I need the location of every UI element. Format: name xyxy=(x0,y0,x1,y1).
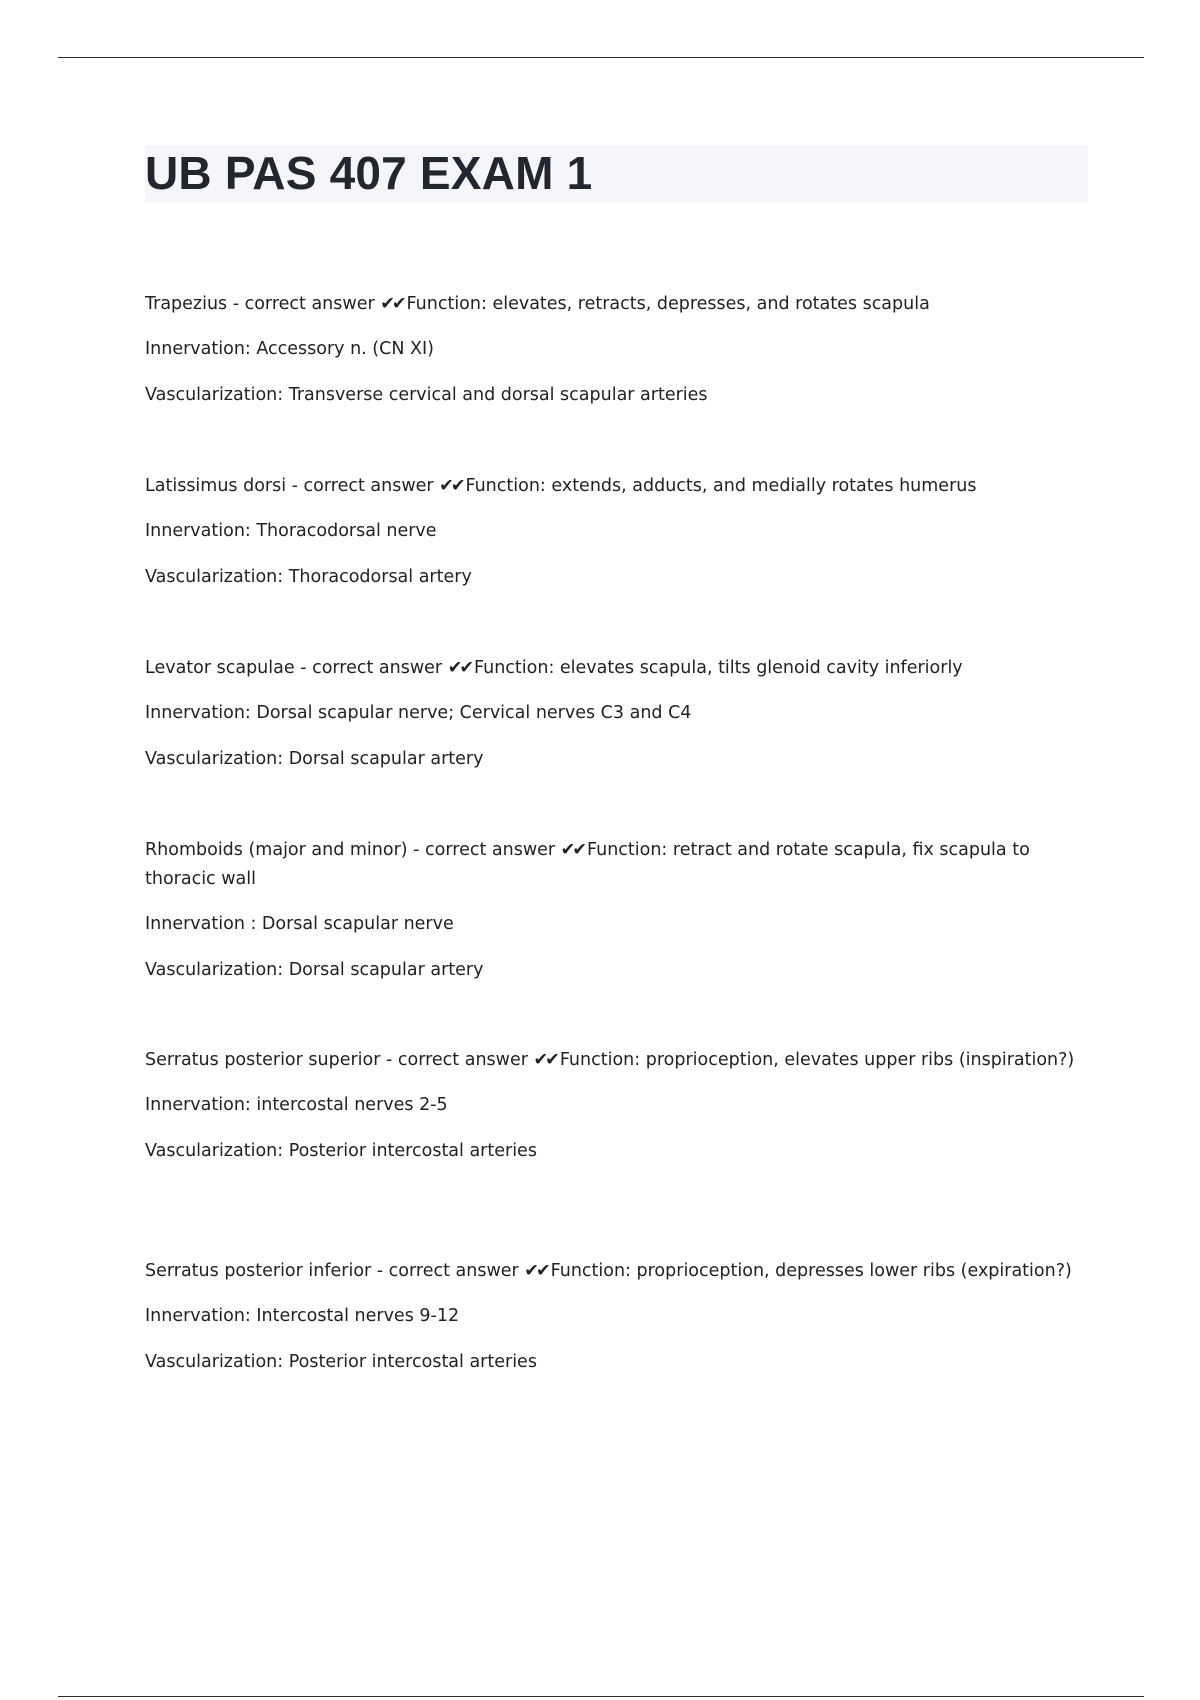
check-icon: ✔✔ xyxy=(447,658,472,678)
entry-vascularization: Vascularization: Dorsal scapular artery xyxy=(145,960,484,980)
check-icon: ✔✔ xyxy=(533,1050,557,1070)
bottom-rule xyxy=(58,1696,1144,1697)
entry-innervation: Innervation : Dorsal scapular nerve xyxy=(145,914,454,934)
entry-function: Function: retract and rotate scapula, fix scapula to thoracic wall xyxy=(145,840,1030,889)
entry-levator-scapulae xyxy=(145,654,1025,774)
entry-answer-line xyxy=(145,290,1025,319)
entry-term: Rhomboids (major and minor) - correct answer xyxy=(145,840,561,860)
entry-term: Serratus posterior inferior - correct answer xyxy=(145,1261,525,1281)
check-icon: ✔✔ xyxy=(524,1261,548,1281)
entry-function: Function: proprioception, elevates upper ribs (inspiration?) xyxy=(559,1050,1075,1070)
entry-trapezius xyxy=(145,290,1025,410)
entry-vascularization: Vascularization: Thoracodorsal artery xyxy=(145,567,472,587)
entry-term: Latissimus dorsi - correct answer xyxy=(145,476,440,496)
entry-answer-line xyxy=(145,1257,1075,1286)
entry-vascularization: Vascularization: Posterior intercostal arteries xyxy=(145,1352,537,1372)
page-title: UB PAS 407 EXAM 1 xyxy=(145,147,593,199)
entry-answer-line xyxy=(145,654,1025,683)
entry-innervation: Innervation: Accessory n. (CN XI) xyxy=(145,339,434,359)
entry-term: Trapezius - correct answer xyxy=(145,294,381,314)
entry-answer-line xyxy=(145,836,1075,894)
check-icon: ✔✔ xyxy=(380,294,404,314)
entry-answer-line xyxy=(145,472,1025,501)
top-rule xyxy=(58,57,1144,58)
entry-answer-line xyxy=(145,1046,1075,1075)
entry-latissimus-dorsi xyxy=(145,472,1025,592)
entry-serratus-posterior-inferior xyxy=(145,1257,1075,1377)
check-icon: ✔✔ xyxy=(560,840,584,860)
entry-innervation: Innervation: Thoracodorsal nerve xyxy=(145,521,437,541)
entry-rhomboids xyxy=(145,836,1075,985)
entry-term: Levator scapulae - correct answer xyxy=(145,658,448,678)
entry-function: Function: elevates scapula, tilts glenoid cavity inferiorly xyxy=(474,658,963,678)
entry-serratus-posterior-superior xyxy=(145,1046,1075,1166)
entry-function: Function: extends, adducts, and medially rotates humerus xyxy=(465,476,977,496)
entry-innervation: Innervation: Intercostal nerves 9-12 xyxy=(145,1306,460,1326)
entry-term: Serratus posterior superior - correct answer xyxy=(145,1050,534,1070)
entry-function: Function: proprioception, depresses lower ribs (expiration?) xyxy=(550,1261,1072,1281)
entry-vascularization: Vascularization: Dorsal scapular artery xyxy=(145,749,484,769)
entry-innervation: Innervation: intercostal nerves 2-5 xyxy=(145,1095,448,1115)
entry-function: Function: elevates, retracts, depresses, and rotates scapula xyxy=(406,294,930,314)
entry-vascularization: Vascularization: Posterior intercostal arteries xyxy=(145,1141,537,1161)
entry-vascularization: Vascularization: Transverse cervical and dorsal scapular arteries xyxy=(145,385,708,405)
check-icon: ✔✔ xyxy=(439,476,463,496)
entry-innervation: Innervation: Dorsal scapular nerve; Cervical nerves C3 and C4 xyxy=(145,703,692,723)
